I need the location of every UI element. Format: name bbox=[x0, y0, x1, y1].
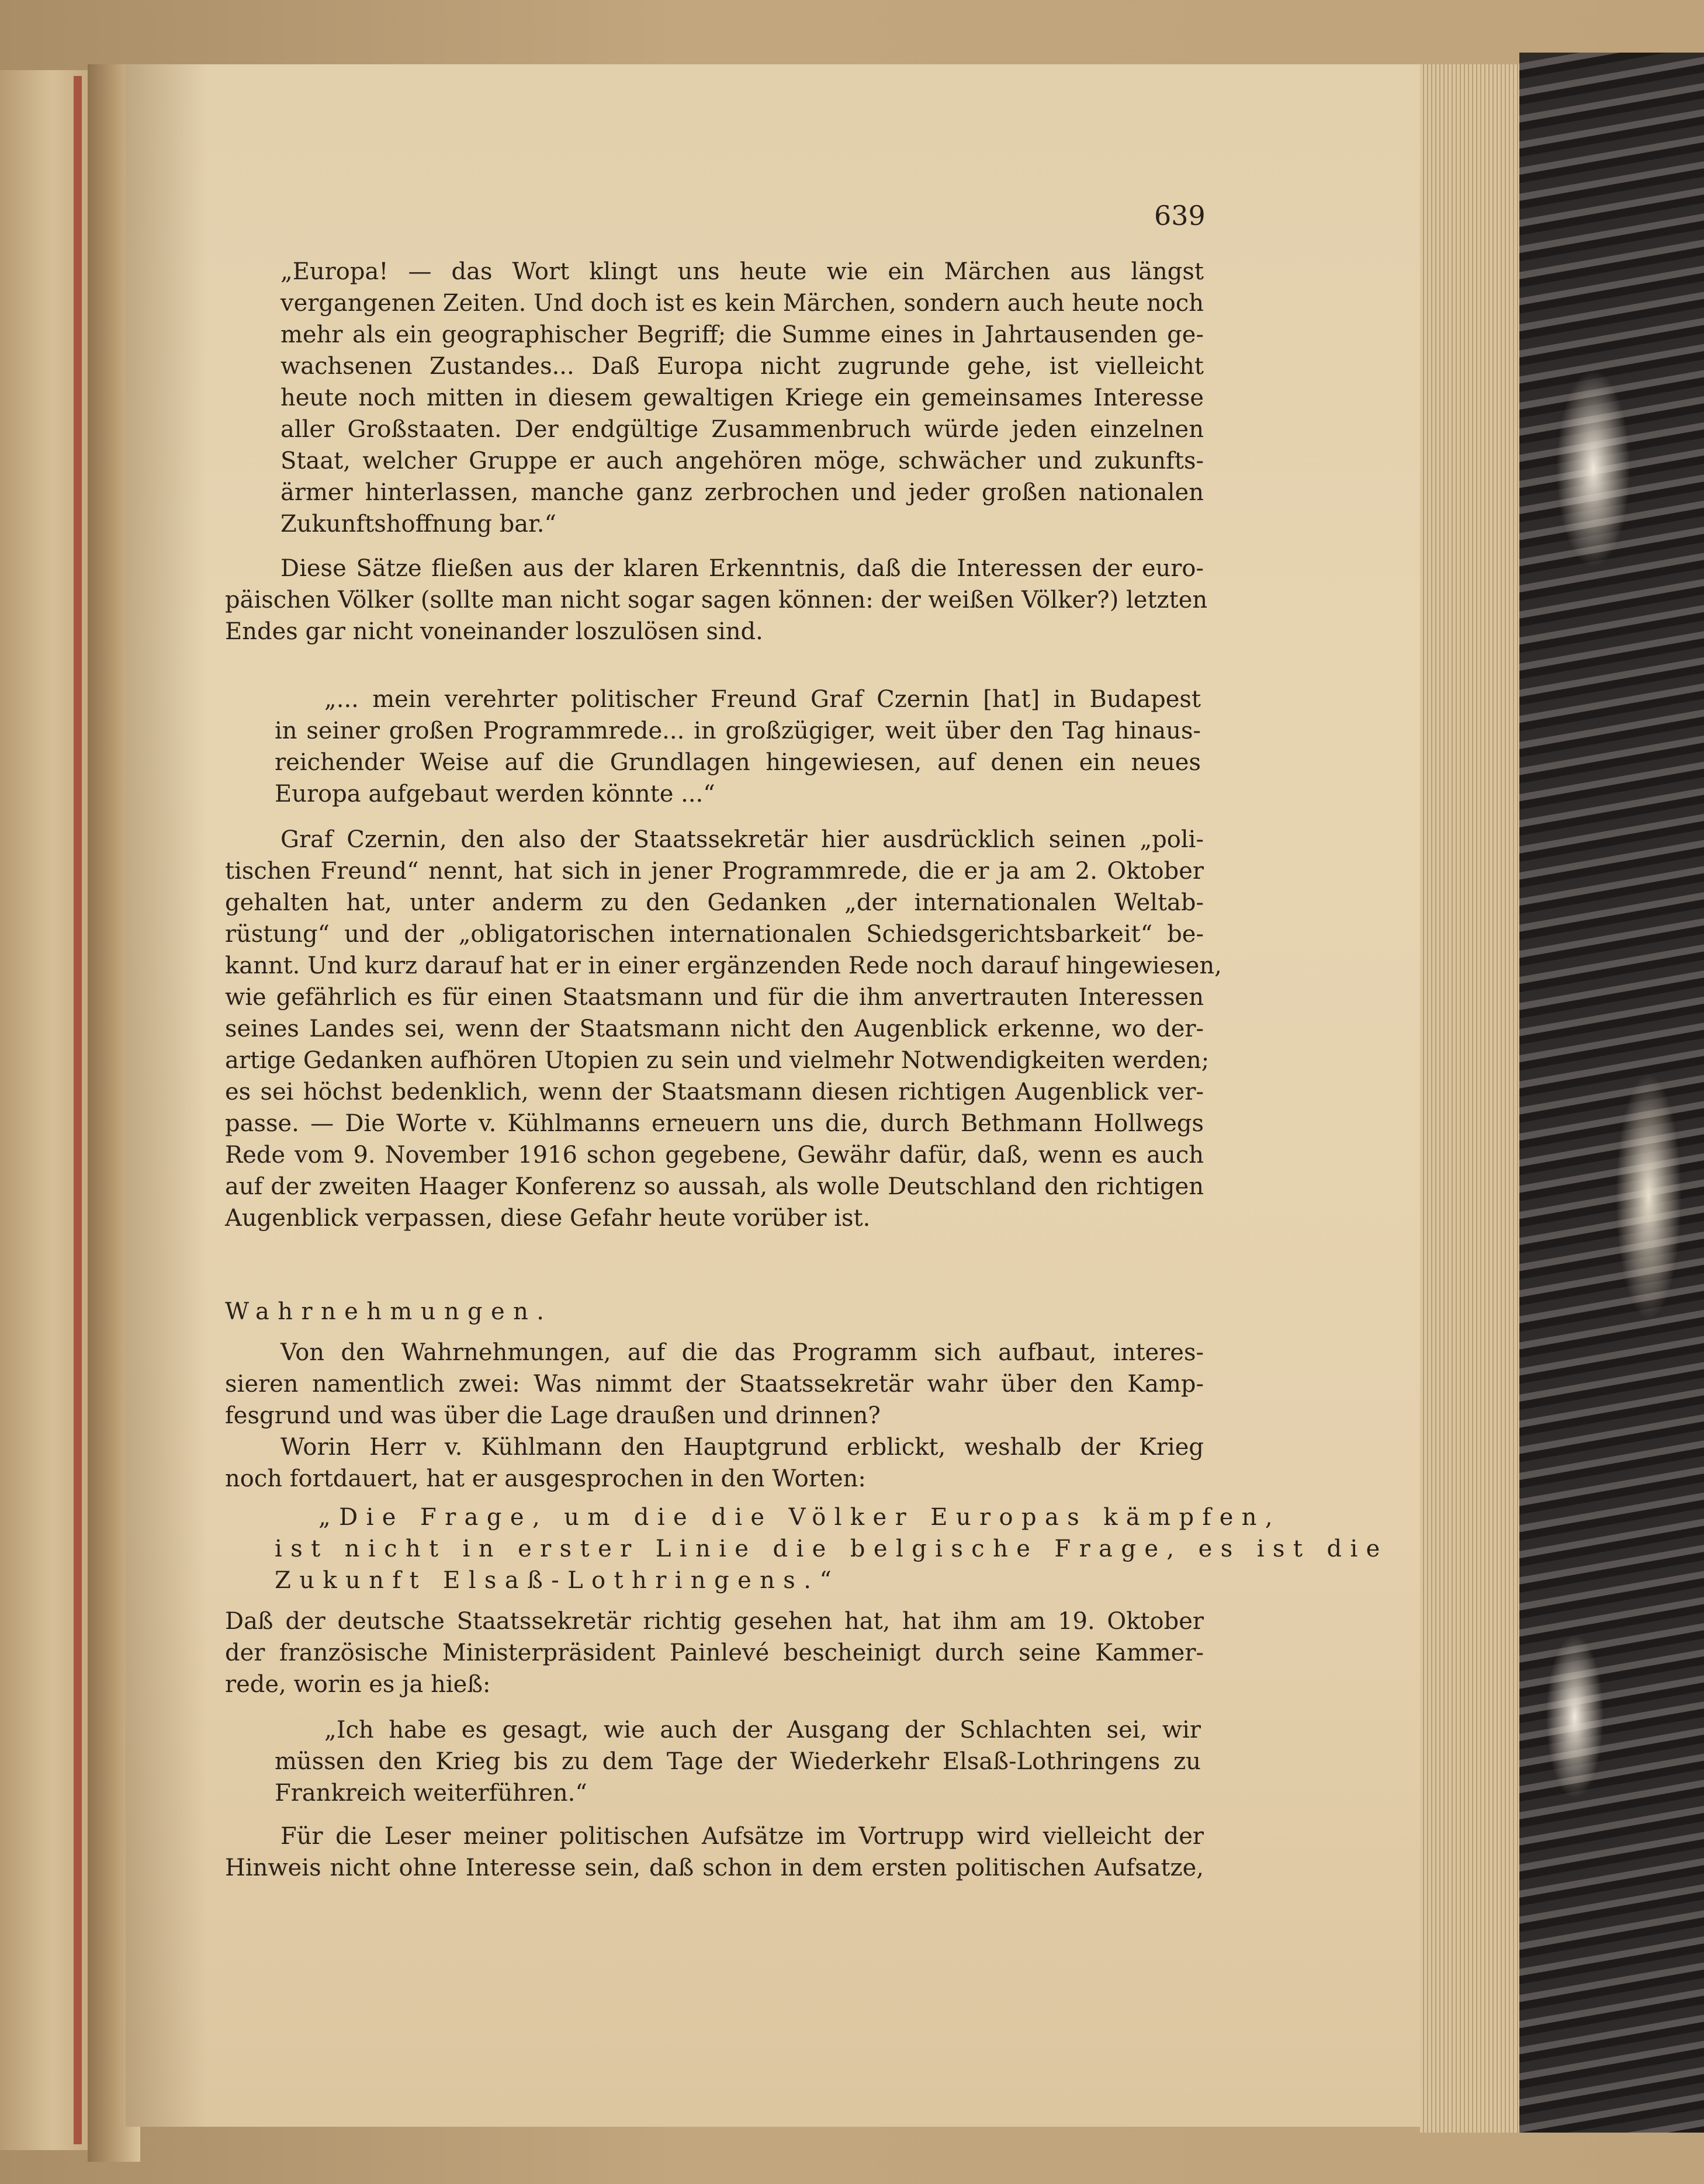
text-line: rüstung“ und der „obligatorischen internationalen Schiedsgerichtsbarkeit“ be- bbox=[225, 921, 1204, 948]
quote-line: „... mein verehrter politischer Freund Graf Czernin [hat] in Budapest bbox=[324, 686, 1201, 713]
quote-line: in seiner großen Programmrede... in großzügiger, weit über den Tag hinaus- bbox=[275, 717, 1201, 744]
quote-line: Frankreich weiterführen.“ bbox=[275, 1780, 587, 1807]
text-line: Staat, welcher Gruppe er auch angehören möge, schwächer und zukunfts- bbox=[280, 448, 1204, 474]
section-heading: Wahrnehmungen. bbox=[225, 1298, 553, 1325]
text-line: seines Landes sei, wenn der Staatsmann nicht den Augenblick erkenne, wo der- bbox=[225, 1015, 1204, 1042]
text-line: kannt. Und kurz darauf hat er in einer ergänzenden Rede noch darauf hingewiesen, bbox=[225, 952, 1222, 979]
text-line: ärmer hinterlassen, manche ganz zerbrochen und jeder großen nationalen bbox=[280, 479, 1204, 506]
quote-line: „Die Frage, um die die Völker Europas kämpfen, bbox=[318, 1504, 1282, 1531]
quote-line: „Ich habe es gesagt, wie auch der Ausgang der Schlachten sei, wir bbox=[324, 1717, 1201, 1743]
text-line: Für die Leser meiner politischen Aufsätze im Vortrupp wird vielleicht der bbox=[280, 1823, 1204, 1850]
text-line: Zukunftshoffnung bar.“ bbox=[280, 511, 556, 538]
text-line: rede, worin es ja hieß: bbox=[225, 1671, 491, 1698]
quote-line: müssen den Krieg bis zu dem Tage der Wiederkehr Elsaß-Lothringens zu bbox=[275, 1748, 1201, 1775]
quote-line: Europa aufgebaut werden könnte ...“ bbox=[275, 781, 715, 807]
text-line: Graf Czernin, den also der Staatssekretär hier ausdrücklich seinen „poli- bbox=[280, 826, 1204, 853]
text-line: der französische Ministerpräsident Painlevé bescheinigt durch seine Kammer- bbox=[225, 1639, 1204, 1666]
text-line: tischen Freund“ nennt, hat sich in jener Programmrede, die er ja am 2. Oktober bbox=[225, 858, 1204, 885]
quote-line: ist nicht in erster Linie die belgische Frage, es ist die bbox=[275, 1535, 1388, 1562]
text-line: passe. — Die Worte v. Kühlmanns erneuern uns die, durch Bethmann Hollwegs bbox=[225, 1110, 1204, 1137]
quote-line: Zukunft Elsaß-Lothringens.“ bbox=[275, 1567, 840, 1594]
text-line: wachsenen Zustandes... Daß Europa nicht zugrunde gehe, ist vielleicht bbox=[280, 353, 1204, 380]
text-line: Von den Wahrnehmungen, auf die das Programm sich aufbaut, interes- bbox=[280, 1339, 1204, 1366]
text-line: artige Gedanken aufhören Utopien zu sein und vielmehr Notwendigkeiten werden; bbox=[225, 1047, 1210, 1074]
text-line: Endes gar nicht voneinander loszulösen sind. bbox=[225, 618, 763, 645]
text-line: Augenblick verpassen, diese Gefahr heute vorüber ist. bbox=[225, 1205, 871, 1232]
text-line: Hinweis nicht ohne Interesse sein, daß schon in dem ersten politischen Aufsatze, bbox=[225, 1854, 1204, 1881]
text-line: „Europa! — das Wort klingt uns heute wie ein Märchen aus längst bbox=[280, 258, 1204, 285]
text-line: sieren namentlich zwei: Was nimmt der Staatssekretär wahr über den Kamp- bbox=[225, 1371, 1204, 1398]
text-line: mehr als ein geographischer Begriff; die Summe eines in Jahrtausenden ge- bbox=[280, 321, 1204, 348]
text-line: es sei höchst bedenklich, wenn der Staatsmann diesen richtigen Augenblick ver- bbox=[225, 1079, 1204, 1105]
text-line: auf der zweiten Haager Konferenz so aussah, als wolle Deutschland den richtigen bbox=[225, 1173, 1204, 1200]
text-line: Daß der deutsche Staatssekretär richtig gesehen hat, hat ihm am 19. Oktober bbox=[225, 1608, 1204, 1635]
text-line: fesgrund und was über die Lage draußen und drinnen? bbox=[225, 1402, 881, 1429]
text-line: aller Großstaaten. Der endgültige Zusammenbruch würde jeden einzelnen bbox=[280, 416, 1204, 443]
page-number: 639 bbox=[1154, 200, 1206, 231]
text-line: Diese Sätze fließen aus der klaren Erkenntnis, daß die Interessen der euro- bbox=[280, 555, 1204, 582]
text-line: heute noch mitten in diesem gewaltigen Kriege ein gemeinsames Interesse bbox=[280, 384, 1204, 411]
text-line: päischen Völker (sollte man nicht sogar sagen können: der weißen Völker?) letzten bbox=[225, 587, 1208, 613]
text-line: noch fortdauert, hat er ausgesprochen in den Worten: bbox=[225, 1465, 866, 1492]
text-line: Rede vom 9. November 1916 schon gegebene, Gewähr dafür, daß, wenn es auch bbox=[225, 1142, 1204, 1169]
text-line: vergangenen Zeiten. Und doch ist es kein Märchen, sondern auch heute noch bbox=[280, 290, 1204, 317]
text-line: gehalten hat, unter anderm zu den Gedanken „der internationalen Weltab- bbox=[225, 889, 1204, 916]
text-line: Worin Herr v. Kühlmann den Hauptgrund erblickt, weshalb der Krieg bbox=[280, 1434, 1204, 1461]
text-line: wie gefährlich es für einen Staatsmann und für die ihm anvertrauten Interessen bbox=[225, 984, 1204, 1011]
quote-line: reichender Weise auf die Grundlagen hingewiesen, auf denen ein neues bbox=[275, 749, 1201, 776]
